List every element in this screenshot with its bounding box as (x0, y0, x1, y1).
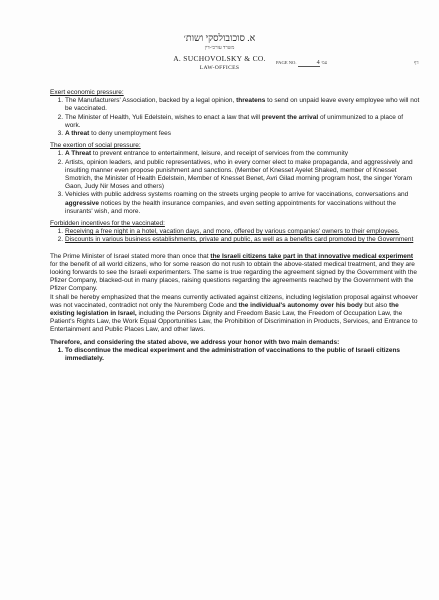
section-heading-forbidden: Forbidden incentives for the vaccinated: (50, 220, 165, 228)
list-item: 1. Receiving a free night in a hotel, vacation days, and more, offered by various companies' owners to their employees. (57, 228, 400, 236)
list-item: 1. The Manufacturers' Association, backed by a legal opinion, threatens to send on unpaid leave every employee who will not be vaccinated. (57, 97, 420, 113)
letterhead-subtitle-english: LAW-OFFICES (199, 65, 240, 71)
letterhead-name-hebrew: א. סוכובולסקי ושות׳ (183, 34, 256, 44)
list-item: 1. To discontinue the medical experiment and the administration of vaccinations to the public of Israeli citizens immediately. (57, 346, 401, 363)
list-item: 3. Vehicles with public address systems roaming on the streets urging people to arrive for vaccinations, conversations and aggressive notices by the health insurance companies, and even setting appointments for vaccinations without the insurants' wish, and more. (57, 191, 409, 215)
list-item: 2. The Minister of Health, Yuli Edelstein, wishes to enact a law that will prevent the arrival of unimmunized to a place of work. (57, 113, 404, 129)
page-number-hebrew-label: עמ׳ (320, 60, 328, 65)
daf-label: דף (414, 60, 419, 65)
list-item: 1. A Threat to prevent entrance to entertainment, leisure, and receipt of services from the community (57, 150, 348, 158)
letterhead-subtitle-hebrew: משרד עורכי-דין (204, 46, 235, 51)
paragraph-emphasis: It shall be hereby emphasized that the means currently activated against citizens, including legislation proposal against whoever was not vaccinated, contradict not only the Nuremberg Code and the individual's autonomy over his body but also the existing legislation in Israel, including the Persons Dignity and Freedom Basic Law, the Freedom of Occupation Law, the Patient's Rights Law, the Work Equal Opportunities Law, the Prohibition of Discrimination in Products, Services, and Entrance to Entertainment and Public Places Law, and other laws. (50, 293, 418, 334)
paragraph-prime-minister: The Prime Minister of Israel stated more than once that the Israeli citizens take part in that innovative medical experiment for the benefit of all world citizens, who for some reason do not rush to obtain the above-stated medical treatment, and they are looking forwards to see the Israeli experimenters. The same is true regarding the agreement signed by the Government with the Pfizer Company, blacked-out in many places, raising questions regarding the agreements reached by the Government with the Pfizer Company. (50, 252, 417, 293)
letterhead-name-english: A. SUCHOVOLSKY & CO. (173, 54, 266, 63)
social-list (50, 150, 420, 216)
list-item: 3. A threat to deny unemployment fees (57, 130, 171, 138)
economic-list (50, 97, 420, 138)
forbidden-list (50, 228, 420, 244)
section-heading-social: The exertion of social pressure: (50, 142, 141, 150)
document-body (50, 89, 420, 367)
page-number (276, 59, 327, 67)
list-item: 2. Discounts in various business establishments, private and public, as well as a benefits card promoted by the Government (57, 236, 414, 244)
demands-list (50, 347, 420, 363)
paragraph-conclusion: Therefore, and considering the stated above, we address your honor with two main demands: (50, 338, 340, 346)
section-heading-economic: Exert economic pressure: (50, 89, 124, 96)
page-number-label: PAGE NO. (276, 60, 297, 65)
page-number-value: 4 (298, 59, 320, 67)
list-item: 2. Artists, opinion leaders, and public representatives, who in every corner elect to make propaganda, and aggressively and insulting manner even propose punishment and sanctions. (Member of Knesset Ayelet Shaked, member of Knesset Smotrich, the Minister of Health Edelstein, Member of Knesset Benet, Avri Gilad morning program host, the singer Yoram Gaon, Judy Nir Moses and others) (57, 158, 413, 191)
